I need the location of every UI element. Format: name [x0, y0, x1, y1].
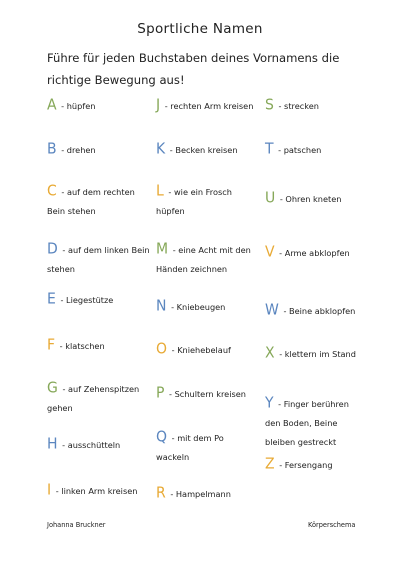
letter-n: N — [156, 297, 167, 315]
movement-text: - Hampelmann — [167, 489, 231, 499]
movement-text: - linken Arm kreisen — [53, 486, 138, 496]
movement-text: - ausschütteln — [59, 440, 121, 450]
letter-l: L — [156, 182, 164, 200]
movement-text: - Kniebeugen — [168, 302, 226, 312]
page-title: Sportliche Namen — [137, 21, 263, 37]
letter-e: E — [47, 290, 56, 308]
movement-text: - strecken — [275, 101, 319, 111]
letter-r: R — [156, 484, 166, 502]
letter-a: A — [47, 96, 57, 114]
letter-g: G — [47, 379, 58, 397]
letter-s: S — [265, 96, 274, 114]
footer-subject: Körperschema — [308, 521, 356, 529]
entry-l — [156, 182, 256, 221]
entry-j — [156, 96, 256, 116]
letter-u: U — [265, 189, 276, 207]
footer-author: Johanna Bruckner — [47, 521, 106, 529]
letter-j: J — [156, 96, 161, 114]
movement-text: - rechten Arm kreisen — [162, 101, 254, 111]
movement-text: - Ohren kneten — [277, 194, 342, 204]
entry-f — [47, 336, 152, 356]
entry-m — [156, 240, 256, 279]
movement-text: - klettern im Stand — [276, 349, 356, 359]
movement-text: - Schultern kreisen — [166, 389, 246, 399]
movement-text: - Arme abklopfen — [276, 248, 350, 258]
letter-y: Y — [265, 394, 274, 412]
letter-p: P — [156, 384, 165, 402]
movement-text: - auf dem rechten Bein stehen — [47, 187, 135, 216]
letter-z: Z — [265, 455, 275, 473]
instruction-text: Führe für jeden Buchstaben deines Vornamens die richtige Bewegung aus! — [47, 51, 340, 87]
entry-h — [47, 435, 152, 455]
entry-w — [265, 301, 357, 321]
movement-text: - Liegestütze — [57, 295, 114, 305]
entry-d — [47, 240, 152, 279]
entry-p — [156, 384, 256, 404]
letter-w: W — [265, 301, 279, 319]
entry-y — [265, 394, 357, 452]
entry-z — [265, 455, 357, 475]
letter-x: X — [265, 344, 275, 362]
letter-d: D — [47, 240, 58, 258]
letter-o: O — [156, 340, 168, 358]
movement-text: - Beine abklopfen — [280, 306, 356, 316]
entry-x — [265, 344, 357, 364]
entry-c — [47, 182, 152, 221]
entry-r — [156, 484, 256, 504]
entry-o — [156, 340, 256, 360]
letter-b: B — [47, 140, 57, 158]
entry-g — [47, 379, 152, 418]
entry-v — [265, 243, 357, 263]
letter-c: C — [47, 182, 57, 200]
letter-m: M — [156, 240, 169, 258]
movement-text: - eine Acht mit den Händen zeichnen — [156, 245, 251, 274]
letter-v: V — [265, 243, 275, 261]
entry-i — [47, 481, 152, 501]
movement-text: - klatschen — [57, 341, 105, 351]
entry-e — [47, 290, 152, 310]
entry-a — [47, 96, 152, 116]
movement-text: - drehen — [58, 145, 96, 155]
letter-q: Q — [156, 428, 168, 446]
movement-text: - Finger berühren den Boden, Beine bleiben gestreckt — [265, 399, 349, 447]
movement-text: - wie ein Frosch hüpfen — [156, 187, 232, 216]
entry-s — [265, 96, 357, 116]
entry-b — [47, 140, 152, 160]
entry-n — [156, 297, 256, 317]
movement-text: - mit dem Po wackeln — [156, 433, 224, 462]
letter-h: H — [47, 435, 58, 453]
letter-k: K — [156, 140, 166, 158]
movement-text: - auf Zehenspitzen gehen — [47, 384, 140, 413]
movement-text: - patschen — [275, 145, 322, 155]
entry-q — [156, 428, 256, 467]
letter-t: T — [265, 140, 274, 158]
letter-i: I — [47, 481, 52, 499]
letter-f: F — [47, 336, 56, 354]
entry-t — [265, 140, 357, 160]
movement-text: - Becken kreisen — [167, 145, 238, 155]
movement-text: - auf dem linken Bein stehen — [47, 245, 150, 274]
movement-text: - Kniehebelauf — [169, 345, 231, 355]
movement-text: - hüpfen — [58, 101, 96, 111]
movement-text: - Fersengang — [276, 460, 333, 470]
entry-k — [156, 140, 256, 160]
entry-u — [265, 189, 357, 209]
